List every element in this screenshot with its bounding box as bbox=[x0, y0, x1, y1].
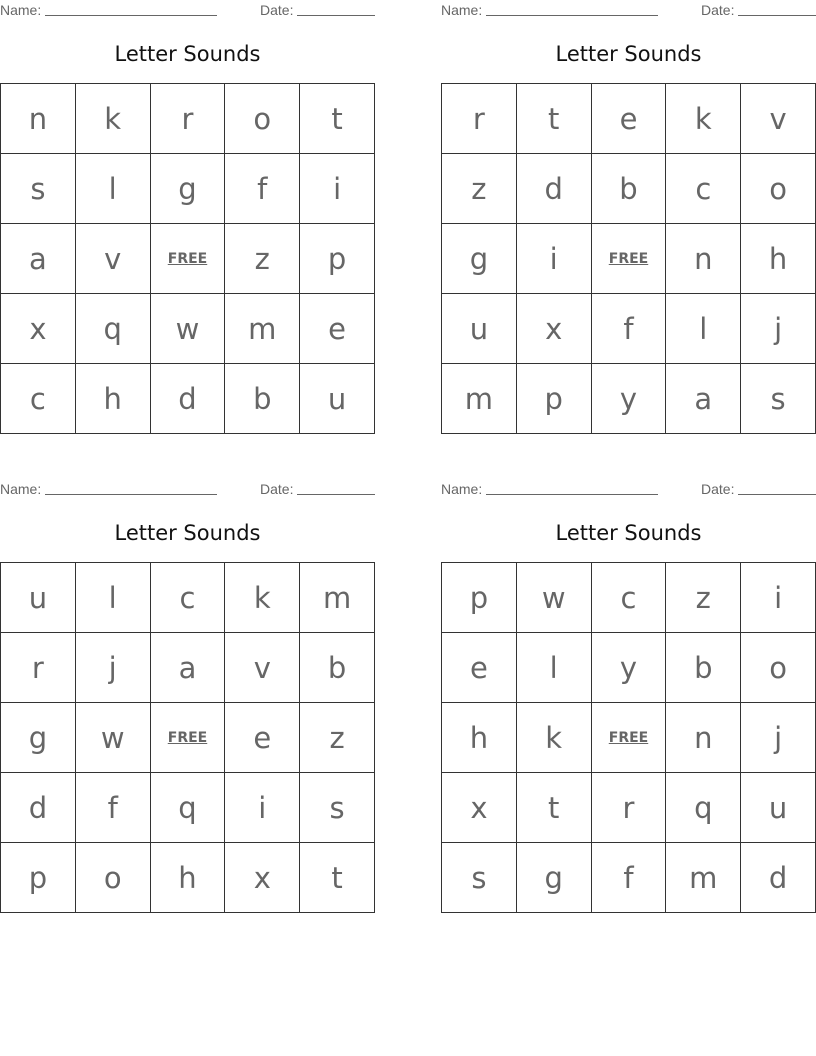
name-label: Name: bbox=[441, 481, 483, 497]
grid-cell: g bbox=[442, 224, 517, 294]
grid-cell: u bbox=[741, 773, 816, 843]
grid-cell: p bbox=[1, 843, 76, 913]
grid-cell: i bbox=[225, 773, 300, 843]
free-space-label: FREE bbox=[167, 729, 208, 746]
card-title: Letter Sounds bbox=[114, 521, 261, 545]
grid-cell: z bbox=[225, 224, 300, 294]
grid-cell: d bbox=[517, 154, 592, 224]
card-header bbox=[441, 0, 816, 18]
grid-cell: n bbox=[666, 703, 741, 773]
bingo-grid bbox=[441, 562, 816, 913]
grid-cell: w bbox=[151, 294, 226, 364]
bingo-card-1 bbox=[0, 0, 375, 434]
grid-cell: f bbox=[225, 154, 300, 224]
bingo-card-3 bbox=[0, 479, 375, 913]
name-field[interactable] bbox=[486, 15, 658, 16]
grid-cell: y bbox=[592, 364, 667, 434]
grid-cell: o bbox=[76, 843, 151, 913]
grid-cell: s bbox=[1, 154, 76, 224]
bingo-card-4 bbox=[441, 479, 816, 913]
free-space-cell bbox=[592, 224, 667, 294]
free-space-label: FREE bbox=[608, 729, 649, 746]
date-field[interactable] bbox=[297, 15, 375, 16]
grid-cell: q bbox=[151, 773, 226, 843]
grid-cell: i bbox=[300, 154, 375, 224]
grid-cell: c bbox=[666, 154, 741, 224]
date-label: Date: bbox=[701, 481, 735, 497]
grid-cell: h bbox=[741, 224, 816, 294]
grid-cell: l bbox=[666, 294, 741, 364]
grid-cell: r bbox=[1, 633, 76, 703]
bingo-grid bbox=[0, 562, 375, 913]
grid-cell: e bbox=[300, 294, 375, 364]
grid-cell: v bbox=[225, 633, 300, 703]
grid-cell: r bbox=[151, 84, 226, 154]
grid-cell: o bbox=[741, 633, 816, 703]
grid-cell: z bbox=[300, 703, 375, 773]
bingo-grid bbox=[0, 83, 375, 434]
grid-cell: f bbox=[592, 843, 667, 913]
card-title: Letter Sounds bbox=[555, 42, 702, 66]
grid-cell: n bbox=[1, 84, 76, 154]
grid-cell: j bbox=[741, 703, 816, 773]
card-header bbox=[441, 479, 816, 497]
grid-cell: y bbox=[592, 633, 667, 703]
grid-cell: p bbox=[300, 224, 375, 294]
grid-cell: a bbox=[1, 224, 76, 294]
grid-cell: t bbox=[517, 84, 592, 154]
grid-cell: x bbox=[517, 294, 592, 364]
grid-cell: q bbox=[666, 773, 741, 843]
grid-cell: h bbox=[151, 843, 226, 913]
grid-cell: t bbox=[300, 84, 375, 154]
grid-cell: u bbox=[1, 563, 76, 633]
bingo-grid bbox=[441, 83, 816, 434]
free-space-cell bbox=[151, 224, 226, 294]
free-space-label: FREE bbox=[608, 250, 649, 267]
free-space-cell bbox=[592, 703, 667, 773]
grid-cell: x bbox=[1, 294, 76, 364]
name-field[interactable] bbox=[45, 494, 217, 495]
card-header bbox=[0, 0, 375, 18]
grid-cell: c bbox=[1, 364, 76, 434]
grid-cell: b bbox=[592, 154, 667, 224]
grid-cell: g bbox=[517, 843, 592, 913]
grid-cell: v bbox=[76, 224, 151, 294]
grid-cell: l bbox=[76, 563, 151, 633]
grid-cell: o bbox=[225, 84, 300, 154]
grid-cell: i bbox=[741, 563, 816, 633]
grid-cell: h bbox=[76, 364, 151, 434]
free-space-cell bbox=[151, 703, 226, 773]
grid-cell: p bbox=[517, 364, 592, 434]
date-label: Date: bbox=[260, 2, 294, 18]
bingo-card-2 bbox=[441, 0, 816, 434]
grid-cell: x bbox=[442, 773, 517, 843]
grid-cell: s bbox=[300, 773, 375, 843]
grid-cell: m bbox=[442, 364, 517, 434]
grid-cell: c bbox=[151, 563, 226, 633]
date-field[interactable] bbox=[738, 15, 816, 16]
grid-cell: z bbox=[442, 154, 517, 224]
grid-cell: n bbox=[666, 224, 741, 294]
grid-cell: i bbox=[517, 224, 592, 294]
grid-cell: s bbox=[442, 843, 517, 913]
grid-cell: q bbox=[76, 294, 151, 364]
grid-cell: z bbox=[666, 563, 741, 633]
grid-cell: e bbox=[442, 633, 517, 703]
name-label: Name: bbox=[0, 2, 42, 18]
grid-cell: p bbox=[442, 563, 517, 633]
grid-cell: k bbox=[666, 84, 741, 154]
grid-cell: x bbox=[225, 843, 300, 913]
card-header bbox=[0, 479, 375, 497]
grid-cell: d bbox=[741, 843, 816, 913]
grid-cell: j bbox=[76, 633, 151, 703]
grid-cell: w bbox=[517, 563, 592, 633]
grid-cell: e bbox=[592, 84, 667, 154]
grid-cell: h bbox=[442, 703, 517, 773]
grid-cell: j bbox=[741, 294, 816, 364]
date-label: Date: bbox=[260, 481, 294, 497]
grid-cell: d bbox=[1, 773, 76, 843]
grid-cell: a bbox=[151, 633, 226, 703]
grid-cell: s bbox=[741, 364, 816, 434]
grid-cell: d bbox=[151, 364, 226, 434]
grid-cell: l bbox=[517, 633, 592, 703]
grid-cell: k bbox=[76, 84, 151, 154]
date-field[interactable] bbox=[297, 494, 375, 495]
grid-cell: g bbox=[151, 154, 226, 224]
name-label: Name: bbox=[0, 481, 42, 497]
free-space-label: FREE bbox=[167, 250, 208, 267]
grid-cell: m bbox=[666, 843, 741, 913]
grid-cell: k bbox=[517, 703, 592, 773]
grid-cell: b bbox=[225, 364, 300, 434]
grid-cell: v bbox=[741, 84, 816, 154]
date-field[interactable] bbox=[738, 494, 816, 495]
grid-cell: m bbox=[300, 563, 375, 633]
name-field[interactable] bbox=[45, 15, 217, 16]
grid-cell: l bbox=[76, 154, 151, 224]
grid-cell: a bbox=[666, 364, 741, 434]
grid-cell: b bbox=[300, 633, 375, 703]
card-title: Letter Sounds bbox=[114, 42, 261, 66]
name-label: Name: bbox=[441, 2, 483, 18]
name-field[interactable] bbox=[486, 494, 658, 495]
grid-cell: o bbox=[741, 154, 816, 224]
grid-cell: t bbox=[300, 843, 375, 913]
card-title: Letter Sounds bbox=[555, 521, 702, 545]
grid-cell: k bbox=[225, 563, 300, 633]
grid-cell: f bbox=[592, 294, 667, 364]
grid-cell: b bbox=[666, 633, 741, 703]
grid-cell: t bbox=[517, 773, 592, 843]
grid-cell: r bbox=[442, 84, 517, 154]
grid-cell: u bbox=[442, 294, 517, 364]
grid-cell: c bbox=[592, 563, 667, 633]
grid-cell: r bbox=[592, 773, 667, 843]
grid-cell: w bbox=[76, 703, 151, 773]
date-label: Date: bbox=[701, 2, 735, 18]
grid-cell: e bbox=[225, 703, 300, 773]
grid-cell: f bbox=[76, 773, 151, 843]
grid-cell: m bbox=[225, 294, 300, 364]
grid-cell: g bbox=[1, 703, 76, 773]
grid-cell: u bbox=[300, 364, 375, 434]
